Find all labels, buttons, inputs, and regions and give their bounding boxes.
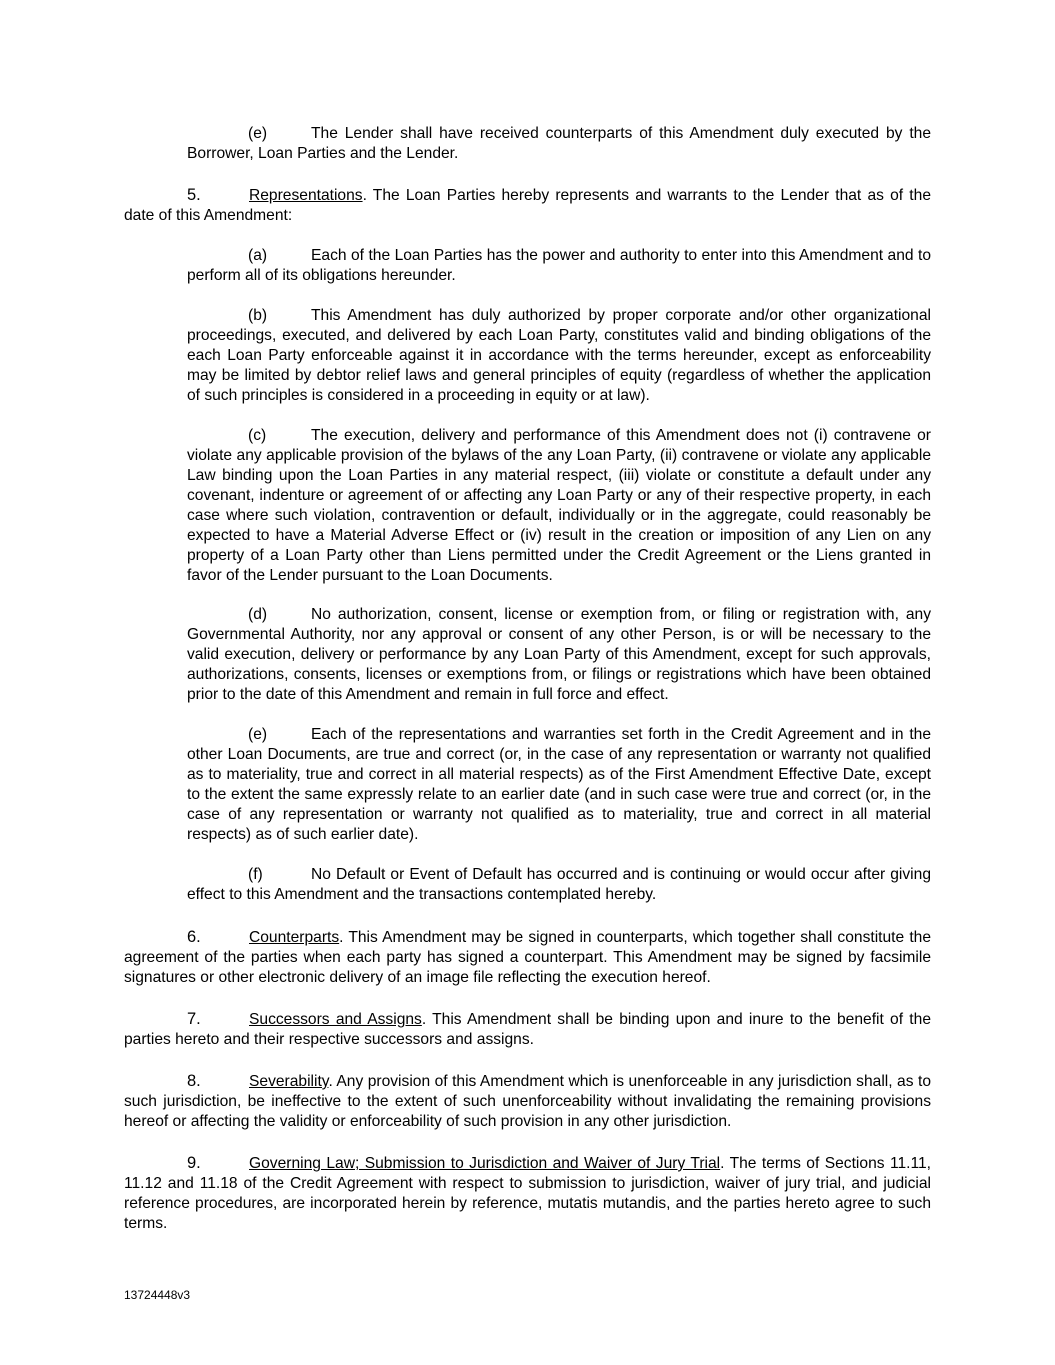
- section-5: [124, 185, 931, 226]
- clause-label: (e): [248, 125, 268, 142]
- section-heading: Successors and Assigns: [249, 1011, 422, 1028]
- clause-text: This Amendment has duly authorized by proper corporate and/or other organizational proceedings, executed, and delivered by each Loan Party, constitutes valid and binding obligations of the each Loan Party enforceable against it in accordance with the terms hereunder, except as enforceability may be limited by debtor relief laws and general principles of equity (regardless of whether the application of such principles is considered in a proceeding in equity or at law).: [187, 307, 931, 404]
- section-number: 8.: [187, 1072, 201, 1090]
- section-heading: Counterparts: [249, 929, 340, 946]
- section-text: . This Amendment shall be binding upon and inure to the benefit of the parties hereto and their respective successors and assigns.: [124, 1011, 931, 1048]
- section-6: [124, 927, 931, 988]
- clause-label: (d): [248, 606, 268, 623]
- section-7: [124, 1009, 931, 1050]
- clause-4e: [187, 124, 931, 164]
- section-number: 7.: [187, 1010, 201, 1028]
- clause-5b: [187, 306, 931, 406]
- section-number: 6.: [187, 928, 201, 946]
- clause-5d: [187, 605, 931, 705]
- section-text: . The Loan Parties hereby represents and warrants to the Lender that as of the date of this Amendment:: [124, 187, 931, 224]
- section-heading: Governing Law; Submission to Jurisdiction and Waiver of Jury Trial: [249, 1155, 721, 1172]
- clause-text: Each of the Loan Parties has the power and authority to enter into this Amendment and to perform all of its obligations hereunder.: [187, 247, 931, 284]
- section-9: [124, 1153, 931, 1234]
- section-number: 9.: [187, 1154, 201, 1172]
- clause-label: (a): [248, 247, 268, 264]
- clause-label: (b): [248, 307, 268, 324]
- section-text: . The terms of Sections 11.11, 11.12 and 11.18 of the Credit Agreement with respect to submission to jurisdiction, waiver of jury trial, and judicial reference procedures, are incorporated herein by reference, mutatis mutandis, and the parties hereto agree to such terms.: [124, 1155, 931, 1232]
- clause-5c: [187, 426, 931, 586]
- clause-text: No Default or Event of Default has occurred and is continuing or would occur after giving effect to this Amendment and the transactions contemplated hereby.: [187, 866, 931, 903]
- clause-text: No authorization, consent, license or exemption from, or filing or registration with, any Governmental Authority, nor any approval or consent of any other Person, is or will be necessary to the valid execution, delivery or performance by any Loan Party of this Amendment, except for such approvals, authorizations, consents, licenses or exemptions from, or filings or registrations which have been obtained prior to the date of this Amendment and remain in full force and effect.: [187, 606, 931, 703]
- section-heading: Severability: [249, 1073, 329, 1090]
- clause-5f: [187, 865, 931, 905]
- section-text: . Any provision of this Amendment which is unenforceable in any jurisdiction shall, as to such jurisdiction, be ineffective to the extent of such unenforceability without invalidating the remaining provisions hereof or affecting the validity or enforceability of such provision in any other jurisdiction.: [124, 1073, 931, 1130]
- section-number: 5.: [187, 186, 201, 204]
- clause-5a: [187, 246, 931, 286]
- clause-text: The execution, delivery and performance of this Amendment does not (i) contravene or violate any applicable provision of the bylaws of the any Loan Party, (ii) contravene or violate any applicable Law binding upon the Loan Parties in any material respect, (iii) violate or constitute a default under any covenant, indenture or agreement of or affecting any Loan Party or any of their respective property, in each case where such violation, contravention or default, individually or in the aggregate, could reasonably be expected to have a Material Adverse Effect or (iv) result in the creation or imposition of any Lien on any property of a Loan Party other than Liens permitted under the Credit Agreement or the Liens granted in favor of the Lender pursuant to the Loan Documents.: [187, 427, 931, 584]
- clause-label: (e): [248, 726, 268, 743]
- clause-label: (f): [248, 866, 263, 883]
- clause-text: The Lender shall have received counterparts of this Amendment duly executed by the Borrower, Loan Parties and the Lender.: [187, 125, 931, 162]
- document-id-footer: 13724448v3: [124, 1288, 191, 1302]
- section-text: . This Amendment may be signed in counterparts, which together shall constitute the agreement of the parties when each party has signed a counterpart. This Amendment may be signed by facsimile signatures or other electronic delivery of an image file reflecting the execution hereof.: [124, 929, 931, 986]
- clause-label: (c): [248, 427, 267, 444]
- clause-5e: [187, 725, 931, 845]
- clause-text: Each of the representations and warranties set forth in the Credit Agreement and in the other Loan Documents, are true and correct (or, in the case of any representation or warranty not qualified as to materiality, true and correct in all material respects) as of the First Amendment Effective Date, except to the extent the same expressly relate to an earlier date (and in such case were true and correct (or, in the case of any representation or warranty not qualified as to materiality, true and correct in all material respects) as of such earlier date).: [187, 726, 931, 843]
- section-heading: Representations: [249, 187, 363, 204]
- section-8: [124, 1071, 931, 1132]
